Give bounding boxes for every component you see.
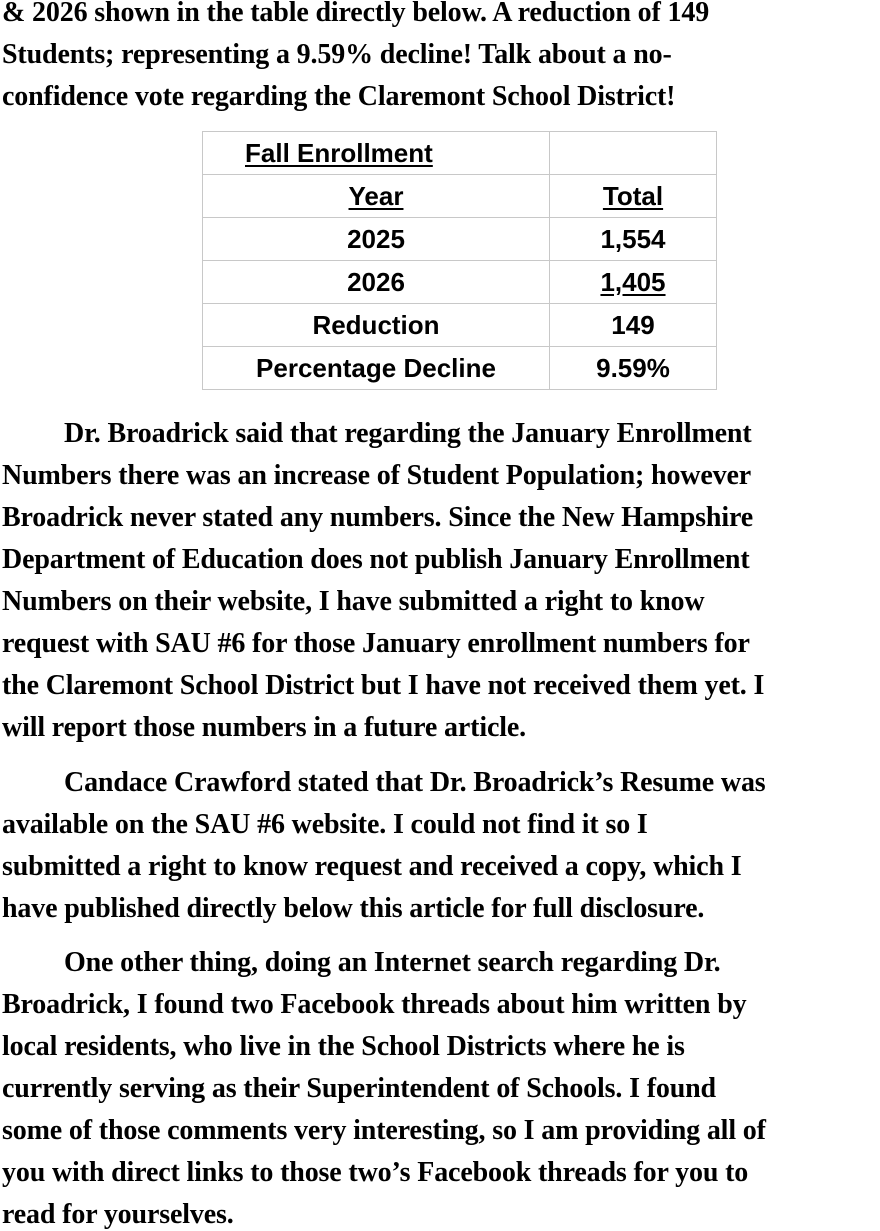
row-value-cell: 149 bbox=[550, 304, 717, 347]
text-line: Students; representing a 9.59% decline! Talk about a no- bbox=[2, 39, 672, 70]
text-line: Numbers on their website, I have submitted a right to know bbox=[2, 586, 705, 617]
text-line: submitted a right to know request and received a copy, which I bbox=[2, 851, 742, 882]
text-line: read for yourselves. bbox=[2, 1199, 234, 1230]
row-label-cell: 2026 bbox=[203, 261, 550, 304]
text-line: you with direct links to those two’s Facebook threads for you to bbox=[2, 1157, 749, 1188]
header-year: Year bbox=[348, 180, 404, 211]
table-row bbox=[203, 347, 717, 390]
text-line: local residents, who live in the School Districts where he is bbox=[2, 1031, 685, 1062]
empty-cell bbox=[550, 132, 717, 175]
table-title: Fall Enrollment bbox=[245, 137, 433, 168]
text-line: currently serving as their Superintendent of Schools. I found bbox=[2, 1073, 716, 1104]
paragraph-enrollment bbox=[2, 413, 880, 749]
table-row bbox=[203, 218, 717, 261]
row-value-cell: 1,554 bbox=[550, 218, 717, 261]
row-label-cell: Reduction bbox=[203, 304, 550, 347]
text-line: Numbers there was an increase of Student Population; however bbox=[2, 460, 752, 491]
text-line: & 2026 shown in the table directly below. A reduction of 149 bbox=[2, 0, 710, 28]
text-line: Department of Education does not publish January Enrollment bbox=[2, 544, 750, 575]
text-line: available on the SAU #6 website. I could not find it so I bbox=[2, 809, 648, 840]
row-label-cell: Percentage Decline bbox=[203, 347, 550, 390]
intro-paragraph bbox=[2, 0, 880, 118]
table-title-row bbox=[203, 132, 717, 175]
text-line: Dr. Broadrick said that regarding the January Enrollment bbox=[64, 418, 752, 449]
text-line: request with SAU #6 for those January enrollment numbers for bbox=[2, 628, 750, 659]
paragraph-resume bbox=[2, 762, 880, 930]
text-line: have published directly below this article for full disclosure. bbox=[2, 893, 705, 924]
row-value-cell: 9.59% bbox=[550, 347, 717, 390]
text-line: the Claremont School District but I have not received them yet. I bbox=[2, 670, 765, 701]
text-line: One other thing, doing an Internet search regarding Dr. bbox=[64, 947, 721, 978]
text-line: confidence vote regarding the Claremont School District! bbox=[2, 81, 676, 112]
fall-enrollment-table bbox=[202, 131, 717, 390]
row-value-underlined: 1,405 bbox=[600, 266, 666, 297]
text-line: some of those comments very interesting, so I am providing all of bbox=[2, 1115, 766, 1146]
table-row bbox=[203, 261, 717, 304]
text-line: Candace Crawford stated that Dr. Broadrick’s Resume was bbox=[64, 767, 766, 798]
text-line: Broadrick, I found two Facebook threads about him written by bbox=[2, 989, 747, 1020]
table-header-row bbox=[203, 175, 717, 218]
paragraph-facebook bbox=[2, 942, 880, 1231]
table-row bbox=[203, 304, 717, 347]
row-value-cell bbox=[550, 261, 717, 304]
header-cell-year bbox=[203, 175, 550, 218]
text-line: Broadrick never stated any numbers. Since the New Hampshire bbox=[2, 502, 754, 533]
row-label-cell: 2025 bbox=[203, 218, 550, 261]
table-title-cell bbox=[203, 132, 550, 175]
header-cell-total bbox=[550, 175, 717, 218]
text-line: will report those numbers in a future article. bbox=[2, 712, 527, 743]
header-total: Total bbox=[602, 180, 664, 211]
